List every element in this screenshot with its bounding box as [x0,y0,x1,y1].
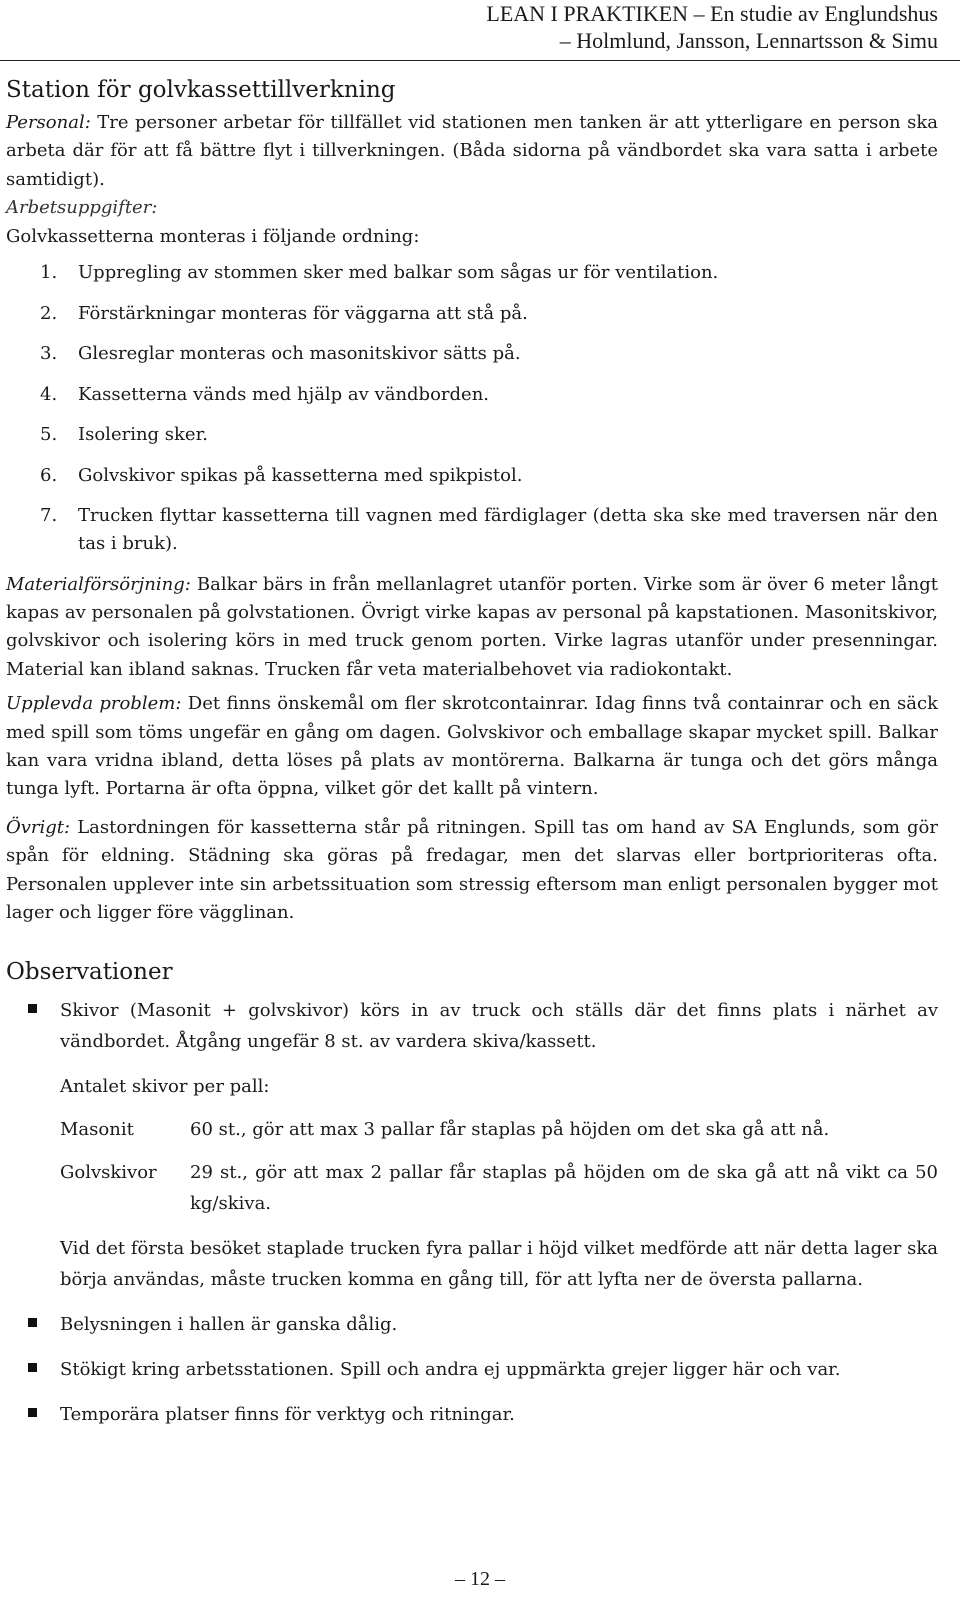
list-item [6,995,938,1295]
board-desc: 60 st., gör att max 3 pallar får staplas på höjden om det ska gå att nå. [190,1119,830,1141]
board-row [60,1114,938,1145]
square-bullet-icon [28,1408,37,1417]
board-name: Golvskivor [60,1162,157,1184]
other-label: Övrigt: [6,816,71,838]
running-header [486,0,938,54]
list-item [6,502,938,558]
tasks-intro: Golvkassetterna monteras i följande ordning: [6,225,420,247]
material-paragraph [6,571,938,685]
step-number: 3. [40,343,58,365]
step-number: 6. [40,464,58,486]
step-number: 1. [40,262,58,284]
step-text: Trucken flyttar kassetterna till vagnen med färdiglager (detta ska ske med traversen när den tas i bruk). [78,505,938,555]
header-title: LEAN I PRAKTIKEN [486,1,689,26]
board-desc: 29 st., gör att max 2 pallar får staplas på höjden om de ska gå att nå vikt ca 50 kg/skiva. [190,1162,938,1215]
header-authors: – Holmlund, Jansson, Lennartsson & Simu [559,28,938,53]
step-number: 2. [40,302,58,324]
boards-intro: Antalet skivor per pall: [60,1076,270,1098]
square-bullet-icon [28,1363,37,1372]
personal-paragraph [6,109,938,194]
header-subtitle: – En studie av Englundshus [688,1,938,26]
list-item [6,1399,938,1430]
board-name: Masonit [60,1119,134,1141]
step-text: Förstärkningar monteras för väggarna att stå på. [78,302,528,324]
observation-text: Skivor (Masonit + golvskivor) körs in av truck och ställs där det finns plats i närhet av vändbordet. Åtgång ungefär 8 st. av vardera skiva/kassett. [60,1000,938,1053]
list-item [6,259,938,287]
other-text: Lastordningen för kassetterna står på ritningen. Spill tas om hand av SA Englunds, som gör spån för eldning. Städning ska göras på fredagar, men det slarvas eller bortprioriteras ofta. Personalen upplever inte sin arbetssituation som stressig eftersom man enligt personalen bygger mot lager och ligger före vägglinan. [6,816,938,923]
personal-label: Personal: [6,112,91,133]
material-label: Materialförsörjning: [6,573,191,595]
list-item [6,1309,938,1340]
step-text: Glesreglar monteras och masonitskivor sätts på. [78,343,521,365]
material-text: Balkar bärs in från mellanlagret utanför porten. Virke som är över 6 meter långt kapas av personalen på golvstationen. Övrigt virke kapas av personal på kapstationen. Masonitskivor, golvskivor och isolering körs in med truck genom porten. Virke lagras utanför under presenningar. Material kan ibland saknas. Trucken får veta materialbehovet via radiokontakt. [6,573,938,680]
personal-text: Tre personer arbetar för tillfället vid stationen men tanken är att ytterligare en person ska arbeta där för att få bättre flyt i tillverkningen. (Båda sidorna på vändbordet ska vara satta i arbete samtidigt). [6,112,938,190]
list-item [6,381,938,409]
list-item [6,300,938,328]
problem-text: Det finns önskemål om fler skrotcontainrar. Idag finns två containrar och en säck med spill som töms ungefär en gång om dagen. Golvskivor och emballage skapar mycket spill. Balkar kan vara vridna ibland, detta löses på plats av montörerna. Balkarna är tunga och det görs många tunga lyft. Portarna är ofta öppna, vilket gör det kallt på vintern. [6,693,938,800]
header-line-1 [486,0,938,27]
problem-label: Upplevda problem: [6,693,182,715]
observation-text: Stökigt kring arbetsstationen. Spill och andra ej uppmärkta grejer ligger här och var. [60,1359,841,1381]
step-number: 5. [40,424,58,446]
main-content [6,70,938,1444]
observation-text: Belysningen i hallen är ganska dålig. [60,1314,398,1336]
other-paragraph [6,814,938,928]
page-number: – 12 – [455,1568,505,1590]
step-number: 7. [40,505,58,527]
step-number: 4. [40,383,58,405]
observation-followup: Vid det första besöket staplade trucken fyra pallar i höjd vilket medförde att när detta lager ska börja användas, måste trucken komma en gång till, för att lyfta ner de översta pallarna. [60,1238,938,1291]
header-divider [0,60,960,61]
problem-paragraph [6,690,938,804]
list-item [6,462,938,490]
list-item [6,1354,938,1385]
list-item [6,340,938,368]
list-item [6,421,938,449]
step-text: Isolering sker. [78,424,208,446]
step-text: Uppregling av stommen sker med balkar som sågas ur för ventilation. [78,262,719,284]
observations-list [6,995,938,1430]
observations-title: Observationer [6,959,173,986]
step-text: Golvskivor spikas på kassetterna med spikpistol. [78,464,523,486]
task-list [6,259,938,558]
square-bullet-icon [28,1004,37,1013]
observation-text: Temporära platser finns för verktyg och ritningar. [60,1404,515,1426]
board-row [60,1157,938,1219]
square-bullet-icon [28,1318,37,1327]
tasks-label: Arbetsuppgifter: [6,197,158,219]
section-title: Station för golvkassettillverkning [6,77,396,103]
step-text: Kassetterna vänds med hjälp av vändborden. [78,383,490,405]
